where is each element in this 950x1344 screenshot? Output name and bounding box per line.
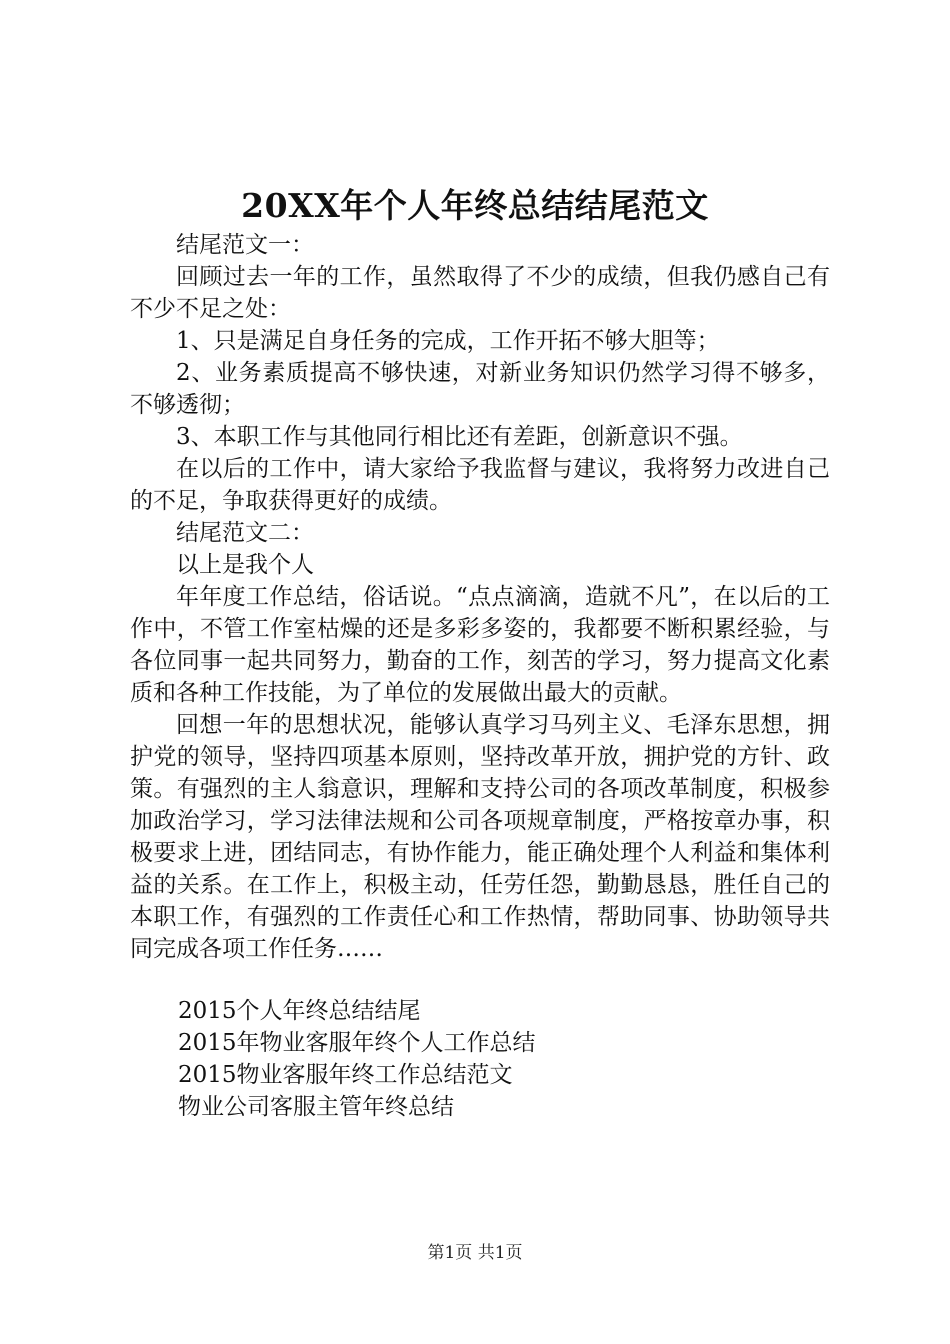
body-paragraph: 年年度工作总结，俗话说。“点点滴滴，造就不凡”，在以后的工作中，不管工作室枯燥的还是多彩多姿的，我都要不断积累经验，与各位同事一起共同努力，勤奋的工作，刻苦的学习，努力提高文化素质和各种工作技能，为了单位的发展做出最大的贡献。: [130, 584, 830, 706]
body-paragraph: 回想一年的思想状况，能够认真学习马列主义、毛泽东思想，拥护党的领导，坚持四项基本原则，坚持改革开放，拥护党的方针、政策。有强烈的主人翁意识，理解和支持公司的各项改革制度，积极参加政治学习，学习法律法规和公司各项规章制度，严格按章办事，积极要求上进，团结同志，有协作能力，能正确处理个人利益和集体利益的关系。在工作上，积极主动，任劳任怨，勤勤恳恳，胜任自己的本职工作，有强烈的工作责任心和工作热情，帮助同事、协助领导共同完成各项工作任务……: [130, 712, 830, 962]
related-article-link[interactable]: 2015物业客服年终工作总结范文: [178, 1062, 513, 1088]
body-paragraph: 回顾过去一年的工作，虽然取得了不少的成绩，但我仍感自己有不少不足之处：: [130, 264, 830, 322]
body-paragraph: 以上是我个人: [176, 552, 314, 578]
list-item: 3、本职工作与其他同行相比还有差距，创新意识不强。: [176, 424, 743, 450]
list-item: 1、只是满足自身任务的完成，工作开拓不够大胆等；: [176, 328, 720, 354]
page-footer: 第1页 共1页: [427, 1243, 523, 1263]
related-articles-list: [178, 995, 828, 1123]
related-article-link[interactable]: 物业公司客服主管年终总结: [178, 1094, 454, 1120]
related-article-link[interactable]: 2015年物业客服年终个人工作总结: [178, 1030, 536, 1056]
body-paragraph: 在以后的工作中，请大家给予我监督与建议，我将努力改进自己的不足，争取获得更好的成绩。: [130, 456, 830, 514]
section-heading-2: 结尾范文二：: [176, 520, 314, 546]
list-item: 2、业务素质提高不够快速，对新业务知识仍然学习得不够多，不够透彻；: [130, 360, 830, 418]
document-title: 20XX年个人年终总结结尾范文: [241, 186, 709, 225]
related-article-link[interactable]: 2015个人年终总结结尾: [178, 998, 421, 1024]
section-heading-1: 结尾范文一：: [176, 232, 314, 258]
document-body: [130, 229, 830, 965]
